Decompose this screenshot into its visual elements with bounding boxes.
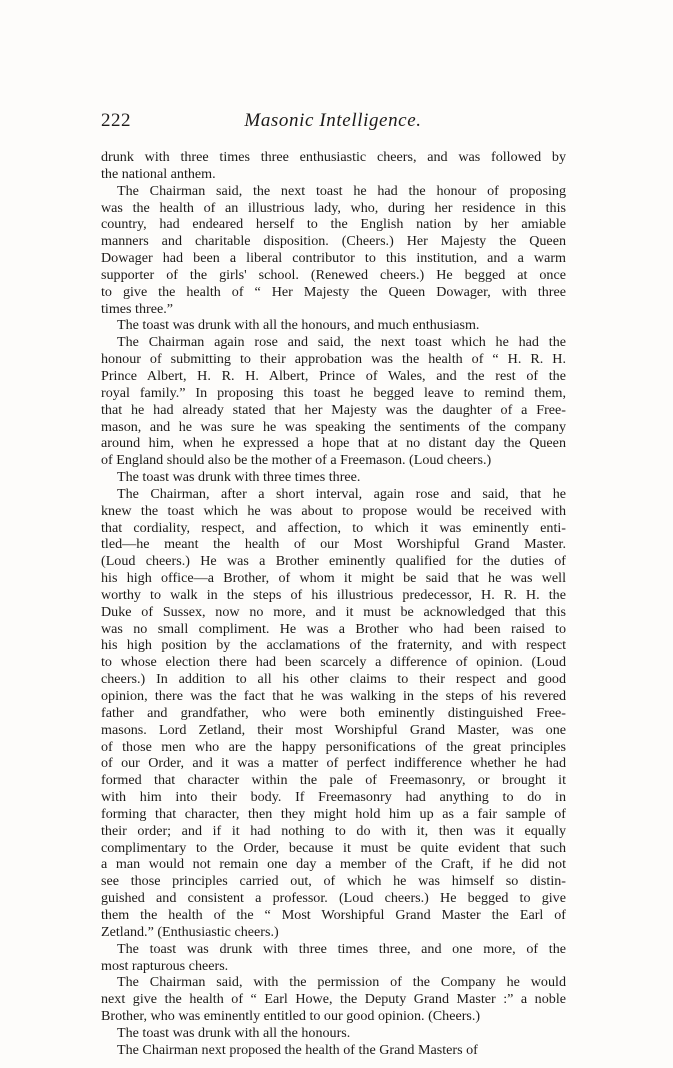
- text-line: opinion, there was the fact that he was walking in the steps of his revered: [101, 688, 566, 704]
- text-line: The toast was drunk with all the honours.: [117, 1024, 351, 1041]
- text-line: was no small compliment. He was a Brother who had been raised to: [101, 620, 566, 637]
- text-line: was the health of an illustrious lady, who, during her residence in this: [101, 199, 566, 216]
- text-line: his high office—a Brother, of whom it might be said that he was well: [101, 570, 566, 587]
- text-line: times three.”: [101, 300, 174, 317]
- text-line: tled—he meant the health of our Most Worshipful Grand Master.: [101, 536, 566, 553]
- text-line: manners and charitable disposition. (Cheers.) Her Majesty the Queen: [101, 233, 566, 250]
- text-line: of England should also be the mother of a Freemason. (Loud cheers.): [101, 452, 492, 469]
- text-line: Prince Albert, H. R. H. Albert, Prince of Wales, and the rest of the: [101, 367, 566, 384]
- text-line: royal family.” In proposing this toast he begged leave to remind them,: [101, 384, 566, 401]
- text-line: of those men who are the happy personifications of the great principles: [101, 738, 566, 755]
- text-line: to give the health of “ Her Majesty the Queen Dowager, with three: [101, 283, 566, 300]
- text-line: their order; and if it had nothing to do with it, then was it equally: [101, 822, 566, 839]
- text-line: complimentary to the Order, because it must be quite evident that such: [101, 839, 566, 856]
- text-line: worthy to walk in the steps of his illustrious predecessor, H. R. H. the: [101, 586, 566, 603]
- body-text: [101, 149, 566, 1059]
- text-line: The Chairman next proposed the health of the Grand Masters of: [117, 1041, 478, 1058]
- text-line: formed that character within the pale of Freemasonry, or brought it: [101, 772, 566, 789]
- text-line: The Chairman said, with the permission of the Company he would: [117, 974, 566, 991]
- text-line: knew the toast which he was about to propose would be received with: [101, 502, 566, 519]
- text-line: his high position by the acclamations of the fraternity, and with respect: [101, 637, 566, 654]
- text-line: masons. Lord Zetland, their most Worshipful Grand Master, was one: [101, 721, 566, 738]
- text-line: father and grandfather, who were both eminently distinguished Free-: [101, 704, 566, 721]
- text-line: Dowager had been a liberal contributor to this institution, and a warm: [101, 250, 566, 267]
- text-line: supporter of the girls' school. (Renewed cheers.) He begged at once: [101, 266, 566, 283]
- running-title: Masonic Intelligence.: [244, 110, 422, 131]
- text-line: them the health of the “ Most Worshipful Grand Master the Earl of: [101, 906, 566, 923]
- text-line: to whose election there had been scarcely a difference of opinion. (Loud: [101, 654, 566, 671]
- text-line: honour of submitting to their approbation was the health of “ H. R. H.: [101, 351, 566, 368]
- text-line: guished and consistent a professor. (Loud cheers.) He begged to give: [101, 890, 566, 907]
- text-line: Zetland.” (Enthusiastic cheers.): [101, 923, 279, 940]
- text-line: most rapturous cheers.: [101, 957, 229, 974]
- text-line: that cordiality, respect, and affection, to which it was eminently enti-: [101, 519, 566, 536]
- page-number: 222: [101, 110, 131, 131]
- text-line: around him, when he expressed a hope that at no distant day the Queen: [101, 435, 566, 452]
- text-line: The toast was drunk with three times three.: [117, 469, 361, 486]
- text-line: that he had already stated that her Majesty was the daughter of a Free-: [101, 401, 566, 418]
- text-line: The Chairman said, the next toast he had the honour of proposing: [117, 182, 566, 199]
- text-line: see those principles carried out, of which he was himself so distin-: [101, 873, 566, 890]
- text-line: Brother, who was eminently entitled to our good opinion. (Cheers.): [101, 1008, 481, 1025]
- text-line: The Chairman again rose and said, the next toast which he had the: [117, 334, 566, 351]
- text-line: cheers.) In addition to all his other claims to their respect and good: [101, 671, 566, 688]
- text-line: the national anthem.: [101, 165, 216, 182]
- text-line: The toast was drunk with all the honours, and much enthusiasm.: [117, 317, 480, 334]
- text-line: with him into their body. If Freemasonry had anything to do in: [101, 789, 566, 806]
- text-line: of our Order, and it was a matter of perfect indifference whether he had: [101, 755, 566, 772]
- text-line: mason, and he was sure he was speaking the sentiments of the company: [101, 418, 566, 435]
- page-header: [101, 110, 565, 134]
- text-line: country, had endeared herself to the English nation by her amiable: [101, 216, 566, 233]
- text-line: next give the health of “ Earl Howe, the Deputy Grand Master :” a noble: [101, 991, 566, 1008]
- text-line: drunk with three times three enthusiastic cheers, and was followed by: [101, 149, 566, 165]
- text-line: a man would not remain one day a member of the Craft, if he did not: [101, 856, 566, 873]
- text-line: forming that character, then they might hold him up as a fair sample of: [101, 805, 566, 822]
- text-line: The toast was drunk with three times three, and one more, of the: [117, 940, 566, 957]
- text-line: Duke of Sussex, now no more, and it must be acknowledged that this: [101, 603, 566, 620]
- text-line: The Chairman, after a short interval, again rose and said, that he: [117, 485, 566, 502]
- text-line: (Loud cheers.) He was a Brother eminently qualified for the duties of: [101, 553, 566, 570]
